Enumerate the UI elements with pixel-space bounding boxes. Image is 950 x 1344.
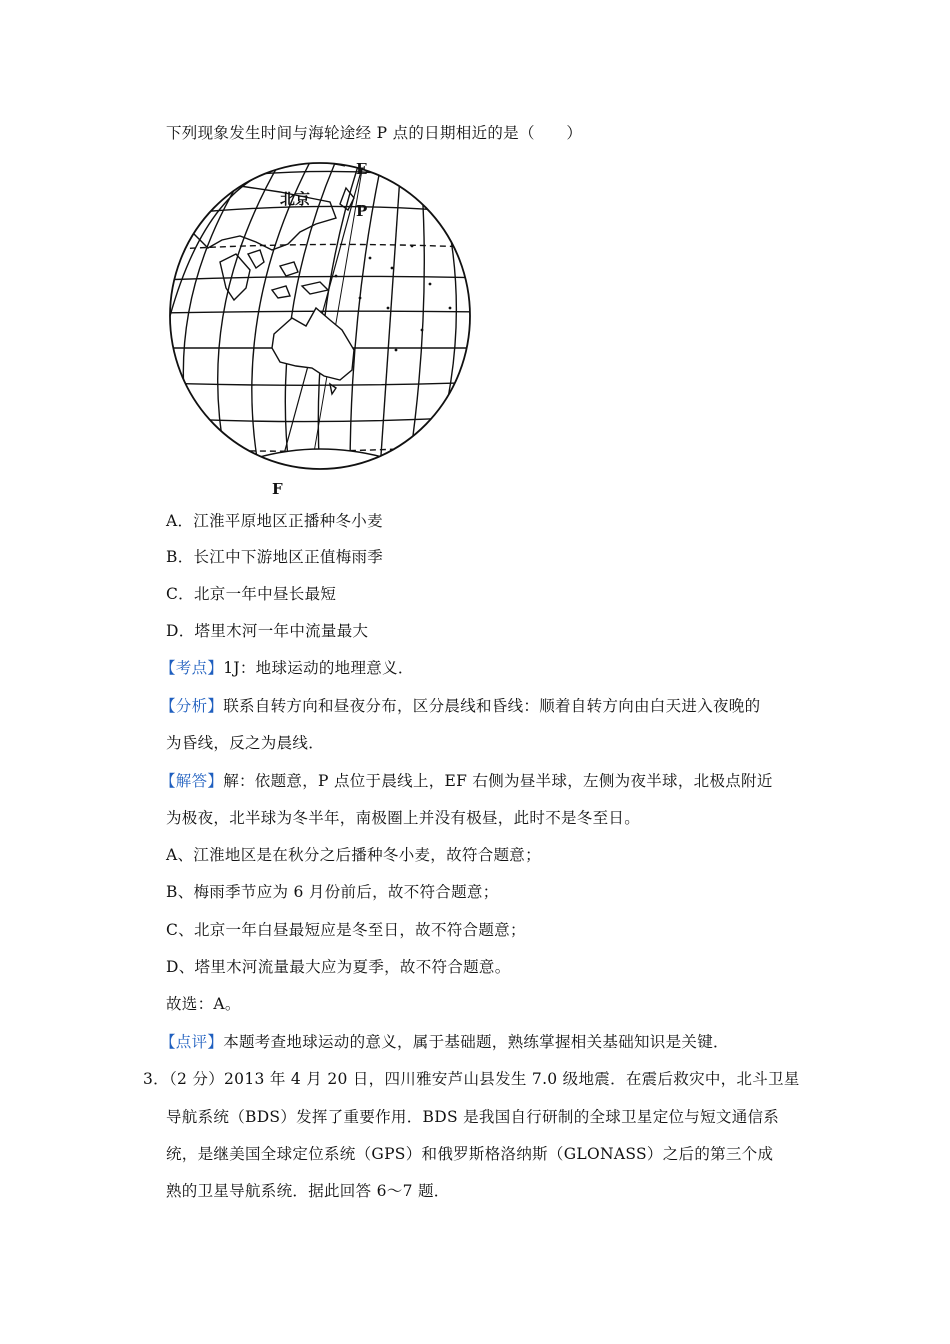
jieda-item-a: A、江淮地区是在秋分之后播种冬小麦，故符合题意；	[166, 846, 541, 864]
question3-line4: 熟的卫星导航系统．据此回答 6～7 题．	[166, 1182, 450, 1200]
fenxi-line2: 为昏线，反之为晨线．	[166, 734, 325, 752]
jieda-line2: 为极夜，北半球为冬半年，南极圈上并没有极昼，此时不是冬至日。	[166, 809, 641, 827]
jieda-item-c: C、北京一年白昼最短应是冬至日，故不符合题意；	[166, 921, 526, 939]
jieda-item-d: D、塔里木河流量最大应为夏季，故不符合题意。	[166, 958, 511, 976]
question3-line1: 3．（2 分）2013 年 4 月 20 日，四川雅安芦山县发生 7.0 级地震．在震后救灾中，北斗卫星	[143, 1070, 800, 1088]
option-b: B．长江中下游地区正值梅雨季	[166, 548, 384, 566]
option-c: C．北京一年中昼长最短	[166, 585, 337, 603]
globe-figure	[160, 158, 490, 498]
label-f: F	[272, 480, 283, 498]
jieda-line1: 【解答】解：依题意，P 点位于晨线上，EF 右侧为昼半球，左侧为夜半球，北极点附近	[160, 772, 773, 790]
option-d: D．塔里木河一年中流量最大	[166, 622, 369, 640]
question3-line3: 统，是继美国全球定位系统（GPS）和俄罗斯格洛纳斯（GLONASS）之后的第三个成	[166, 1145, 774, 1163]
jieda-item-b: B、梅雨季节应为 6 月份前后，故不符合题意；	[166, 883, 499, 901]
jieda-answer: 故选：A。	[166, 995, 241, 1013]
fenxi-line1: 【分析】联系自转方向和昼夜分布，区分晨线和昏线：顺着自转方向由白天进入夜晚的	[160, 697, 761, 715]
question3-line2: 导航系统（BDS）发挥了重要作用．BDS 是我国自行研制的全球卫星定位与短文通信系	[166, 1108, 780, 1126]
label-e: E	[356, 160, 368, 178]
dianping: 【点评】本题考查地球运动的意义，属于基础题，熟练掌握相关基础知识是关键．	[160, 1033, 729, 1051]
label-beijing: 北京	[280, 190, 311, 208]
label-p: P	[356, 202, 368, 220]
question-stem: 下列现象发生时间与海轮途经 P 点的日期相近的是（ ）	[166, 124, 583, 142]
option-a: A．江淮平原地区正播种冬小麦	[166, 512, 383, 530]
kaodian: 【考点】1J：地球运动的地理意义．	[160, 659, 414, 677]
